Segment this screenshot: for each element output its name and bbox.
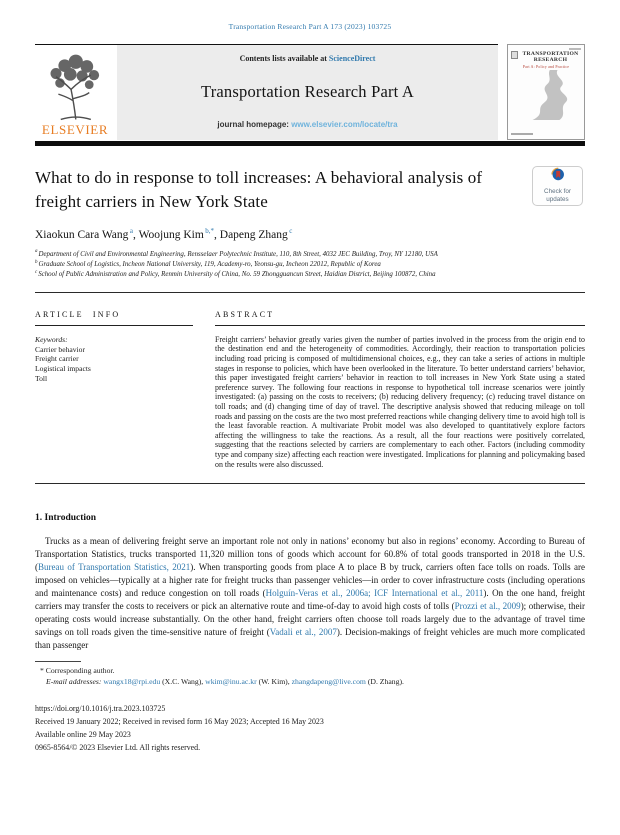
available-online: Available online 29 May 2023 [35,730,131,740]
affiliation-list [35,250,585,281]
article-info-column [35,310,193,469]
text-segment: Dapeng Zhang [219,228,288,241]
email-addresses-line [35,676,585,687]
affiliation-c: $^c$School of Public Administration and Policy, Renmin University of China, No. 59 Zhongguancun Street, Haidian District, Beijing 100872, China [35,270,436,279]
citation-link[interactable]: Bureau of Transportation Statistics, 2021 [38,562,191,573]
journal-banner [35,44,585,140]
journal-cover-thumbnail[interactable] [507,44,585,140]
author-superscript: a [129,226,134,235]
text-segment: , [214,228,220,241]
banner-divider [35,141,585,146]
copyright-line: 0965-8564/© 2023 Elsevier Ltd. All rights reserved. [35,743,201,753]
elsevier-tree-icon [43,53,107,121]
elsevier-wordmark: ELSEVIER [41,122,109,137]
section-divider [35,483,585,484]
text-segment: ). Decision-makings of freight vehicles are much more complicated than passenger [35,627,585,651]
journal-homepage-link[interactable]: www.elsevier.com/locate/tra [291,120,398,129]
footnote-divider [35,661,81,662]
cover-title: TRANSPORTATION RESEARCH [522,51,579,64]
article-footer [35,702,585,754]
text-segment: Trucks as a mean of delivering freight serve an important role not only in nations’ economy but also in regions’ economy. According to Bureau of Transportation Statistics, trucks transported 11,320 million tons of goods which account for 60.8% of total goods transported in 2018 in the U.S. ( [35,536,585,573]
keyword-item: Carrier behavior [35,344,85,354]
affiliation-b: $^b$Graduate School of Logistics, Incheon National University, 119, Academy-ro, Yeonsu-gu, Incheon 22012, Republic of Korea [35,259,381,269]
text-segment: Woojung Kim [138,228,204,241]
cover-footer-text [511,133,533,135]
author-superscript: c [289,226,293,235]
text-segment: (X.C. Wang), [160,677,206,687]
check-for-updates-badge[interactable] [532,166,583,206]
cover-publisher-mark-icon [511,51,518,59]
abstract-column [215,310,585,469]
check-for-updates-icon [550,167,565,187]
email-link[interactable]: zhangdapeng@live.com [291,677,366,687]
abstract-text: Freight carriers’ behavior greatly varies given the number of parties involved in the process from the origin end to the destination end and the heterogeneity of commodities. Accordingly, their reaction to transportation policies including road pricing is composed of multidimensional choices, e.g., they can take a series of actions in multiple stages in response to policies, which have been overlooked in the literature. To better understand carriers’ behavior, this paper investigated freight carriers’ behavior in reaction to toll increases in New York State using a stated preference survey. The following four reactions in response to hypothetical toll increase scenarios were jointly investigated: (a) passing on the costs to receivers; (b) reducing delivery frequency; (c) reducing travel distance on toll roads; and (d) changing time of day of travel. The descriptive analysis showed that reducing mileage on toll roads and passing on the costs are the two most preferred reactions while changing delivery time to avoid high toll is the least favorable reaction. A multivariate Probit model was also developed to quantitatively explore factors affecting the willingness to take the reactions. As a result, all the four reactions were positively correlated, suggesting that the reactions selected by carriers are complementary to each other. Factors (including commodity type and company size) affecting each reaction were investigated. Implications for planning and policymaking based on the results were also discussed. [215,334,585,469]
citation-link[interactable]: Vadali et al., 2007 [269,627,337,638]
abstract-heading: ABSTRACT [215,310,585,326]
article-title: What to do in response to toll increases: A behavioral analysis of freight carriers in New York State [35,167,483,211]
sciencedirect-link[interactable]: ScienceDirect [328,54,376,63]
keywords-label: Keywords: [35,334,68,344]
text-segment: Xiaokun Cara Wang [35,228,129,241]
email-link[interactable]: wkim@inu.ac.kr [205,677,257,687]
elsevier-logo [35,45,117,140]
journal-title: Transportation Research Part A [201,81,414,101]
keyword-item: Logistical impacts [35,364,91,374]
homepage-line: journal homepage: www.elsevier.com/locate/tra [217,120,398,129]
email-link[interactable]: wangx18@rpi.edu [103,677,161,687]
cover-subtitle: Part A: Policy and Practice [522,64,570,69]
citation-link[interactable]: Holguín-Veras et al., 2006a; ICF International et al., 2011 [265,588,484,599]
text-segment: (W. Kim), [256,677,292,687]
text-segment: , [133,228,139,241]
text-segment: (D. Zhang). [365,677,404,687]
text-segment: ). When transporting goods from place A to place B by truck, carriers often face tolls on roads. Tolls are imposed on vehicles—typically at a higher rate for freight trucks than passenger vehicles—in order to cover infrastructure costs (including operations and maintenance costs) and reduce congestion on toll roads ( [35,562,585,599]
keyword-item: Toll [35,373,48,383]
citation-link[interactable]: Prozzi et al., 2009 [454,601,521,612]
check-for-updates-label: Check for updates [544,188,571,203]
email-label: E-mail addresses: [46,677,104,687]
contents-line: Contents lists available at ScienceDirect [239,54,376,63]
received-dates: Received 19 January 2022; Received in revised form 16 May 2023; Accepted 16 May 2023 [35,717,324,727]
author-superscript: b,* [205,226,215,235]
doi-link[interactable]: https://doi.org/10.1016/j.tra.2023.103725 [35,704,166,714]
text-segment: ). On the one hand, freight carriers may transfer the costs to receivers or pick an alternative route and time-of-day to avoid high costs of tolls ( [35,588,585,612]
banner-center-panel [117,45,498,140]
text-segment: ); otherwise, their operating costs would increase substantially. On the other hand, freight carriers often choose toll roads largely due to the advantage of travel time savings on toll roads given the time-sensitive nature of freight ( [35,601,585,638]
article-info-heading: ARTICLE INFO [35,310,193,326]
corresponding-author-note: * Corresponding author. [40,666,115,676]
cover-volume-text [569,48,581,50]
keyword-item: Freight carrier [35,354,79,364]
introduction-heading: 1. Introduction [35,513,97,524]
affiliation-a: $^a$Department of Civil and Environmental Engineering, Rensselaer Polytechnic Institute, 110, 8th Street, 4032 JEC Building, Troy, NY 12180, USA [35,249,438,258]
cover-road-graphic [511,69,581,120]
introduction-paragraph [35,535,585,652]
author-list [35,226,585,241]
journal-citation: Transportation Research Part A 173 (2023) 103725 [228,22,392,31]
